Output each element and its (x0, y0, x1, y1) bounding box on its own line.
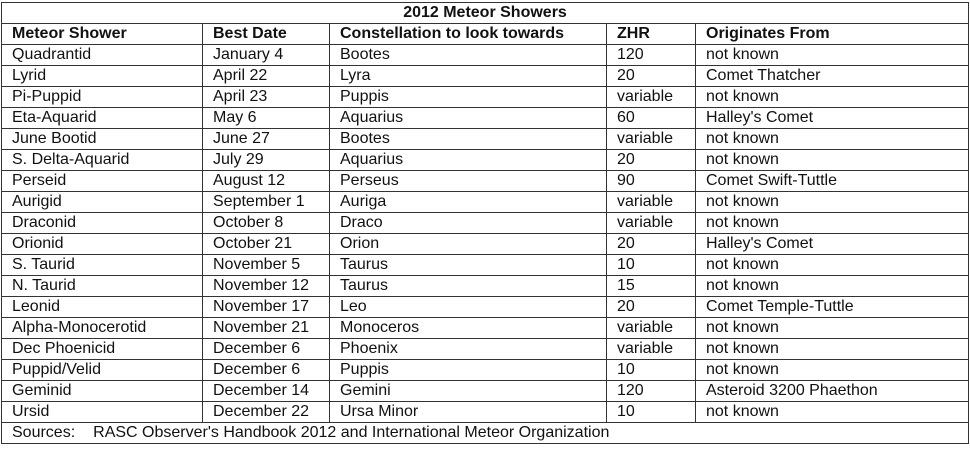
column-header-meteor-shower: Meteor Shower (2, 24, 203, 45)
table-row (2, 381, 969, 402)
cell-meteor-shower: Geminid (2, 381, 203, 402)
cell-best-date: November 5 (203, 255, 330, 276)
cell-best-date: April 22 (203, 66, 330, 87)
cell-originates-from: Asteroid 3200 Phaethon (696, 381, 969, 402)
cell-constellation: Aquarius (330, 150, 607, 171)
cell-zhr: 20 (607, 66, 696, 87)
table-row (2, 402, 969, 423)
table-row (2, 129, 969, 150)
table-row (2, 234, 969, 255)
cell-best-date: November 12 (203, 276, 330, 297)
cell-zhr: 120 (607, 45, 696, 66)
cell-originates-from: not known (696, 45, 969, 66)
cell-zhr: 60 (607, 108, 696, 129)
cell-originates-from: Comet Temple-Tuttle (696, 297, 969, 318)
sources-note (2, 423, 969, 444)
cell-zhr: 120 (607, 381, 696, 402)
table-row (2, 150, 969, 171)
table-row (2, 213, 969, 234)
table-row (2, 45, 969, 66)
cell-best-date: April 23 (203, 87, 330, 108)
cell-originates-from: Halley's Comet (696, 234, 969, 255)
column-header-zhr: ZHR (607, 24, 696, 45)
table-row (2, 87, 969, 108)
cell-constellation: Ursa Minor (330, 402, 607, 423)
title-row (2, 3, 969, 24)
cell-zhr: variable (607, 129, 696, 150)
cell-best-date: November 21 (203, 318, 330, 339)
cell-zhr: 20 (607, 297, 696, 318)
cell-constellation: Gemini (330, 381, 607, 402)
cell-originates-from: not known (696, 87, 969, 108)
cell-zhr: 20 (607, 150, 696, 171)
cell-meteor-shower: Orionid (2, 234, 203, 255)
table-row (2, 192, 969, 213)
cell-originates-from: Comet Swift-Tuttle (696, 171, 969, 192)
cell-originates-from: not known (696, 339, 969, 360)
cell-zhr: 20 (607, 234, 696, 255)
column-header-best-date: Best Date (203, 24, 330, 45)
cell-meteor-shower: S. Taurid (2, 255, 203, 276)
cell-meteor-shower: Quadrantid (2, 45, 203, 66)
cell-best-date: September 1 (203, 192, 330, 213)
column-header-originates-from: Originates From (696, 24, 969, 45)
cell-originates-from: Halley's Comet (696, 108, 969, 129)
cell-constellation: Perseus (330, 171, 607, 192)
cell-originates-from: not known (696, 129, 969, 150)
cell-zhr: variable (607, 213, 696, 234)
cell-originates-from: not known (696, 402, 969, 423)
table-row (2, 108, 969, 129)
cell-constellation: Draco (330, 213, 607, 234)
table-row (2, 360, 969, 381)
cell-best-date: October 8 (203, 213, 330, 234)
cell-meteor-shower: Pi-Puppid (2, 87, 203, 108)
cell-zhr: 10 (607, 255, 696, 276)
cell-originates-from: not known (696, 213, 969, 234)
table-title: 2012 Meteor Showers (2, 3, 969, 24)
cell-constellation: Taurus (330, 276, 607, 297)
table-row (2, 171, 969, 192)
cell-constellation: Aquarius (330, 108, 607, 129)
cell-meteor-shower: Draconid (2, 213, 203, 234)
cell-constellation: Phoenix (330, 339, 607, 360)
cell-originates-from: Comet Thatcher (696, 66, 969, 87)
cell-best-date: December 6 (203, 339, 330, 360)
column-header-constellation: Constellation to look towards (330, 24, 607, 45)
cell-zhr: 10 (607, 360, 696, 381)
table-row (2, 318, 969, 339)
sources-row (2, 423, 969, 444)
cell-best-date: December 6 (203, 360, 330, 381)
header-row (2, 24, 969, 45)
cell-meteor-shower: Ursid (2, 402, 203, 423)
cell-constellation: Orion (330, 234, 607, 255)
table-row (2, 339, 969, 360)
cell-originates-from: not known (696, 318, 969, 339)
cell-meteor-shower: S. Delta-Aquarid (2, 150, 203, 171)
cell-constellation: Taurus (330, 255, 607, 276)
cell-originates-from: not known (696, 360, 969, 381)
cell-best-date: August 12 (203, 171, 330, 192)
cell-constellation: Puppis (330, 87, 607, 108)
cell-zhr: 10 (607, 402, 696, 423)
cell-constellation: Leo (330, 297, 607, 318)
cell-constellation: Bootes (330, 45, 607, 66)
cell-meteor-shower: Alpha-Monocerotid (2, 318, 203, 339)
cell-constellation: Monoceros (330, 318, 607, 339)
cell-meteor-shower: Lyrid (2, 66, 203, 87)
cell-meteor-shower: Dec Phoenicid (2, 339, 203, 360)
cell-meteor-shower: Perseid (2, 171, 203, 192)
table-row (2, 255, 969, 276)
sources-label: Sources: (12, 424, 76, 441)
cell-meteor-shower: Puppid/Velid (2, 360, 203, 381)
cell-constellation: Auriga (330, 192, 607, 213)
cell-best-date: October 21 (203, 234, 330, 255)
cell-zhr: 90 (607, 171, 696, 192)
meteor-showers-document (1, 2, 969, 444)
cell-zhr: variable (607, 339, 696, 360)
cell-meteor-shower: June Bootid (2, 129, 203, 150)
cell-originates-from: not known (696, 255, 969, 276)
sources-text: RASC Observer's Handbook 2012 and International Meteor Organization (93, 424, 610, 441)
table-row (2, 297, 969, 318)
cell-best-date: December 22 (203, 402, 330, 423)
meteor-showers-table (1, 2, 969, 444)
cell-best-date: July 29 (203, 150, 330, 171)
cell-constellation: Lyra (330, 66, 607, 87)
cell-originates-from: not known (696, 150, 969, 171)
cell-meteor-shower: Leonid (2, 297, 203, 318)
cell-constellation: Bootes (330, 129, 607, 150)
cell-best-date: June 27 (203, 129, 330, 150)
cell-meteor-shower: Aurigid (2, 192, 203, 213)
cell-constellation: Puppis (330, 360, 607, 381)
cell-meteor-shower: Eta-Aquarid (2, 108, 203, 129)
cell-zhr: variable (607, 318, 696, 339)
cell-best-date: May 6 (203, 108, 330, 129)
cell-zhr: variable (607, 192, 696, 213)
cell-best-date: January 4 (203, 45, 330, 66)
cell-best-date: December 14 (203, 381, 330, 402)
cell-meteor-shower: N. Taurid (2, 276, 203, 297)
cell-zhr: variable (607, 87, 696, 108)
table-row (2, 276, 969, 297)
cell-best-date: November 17 (203, 297, 330, 318)
cell-zhr: 15 (607, 276, 696, 297)
cell-originates-from: not known (696, 192, 969, 213)
table-row (2, 66, 969, 87)
cell-originates-from: not known (696, 276, 969, 297)
table-body (2, 45, 969, 423)
